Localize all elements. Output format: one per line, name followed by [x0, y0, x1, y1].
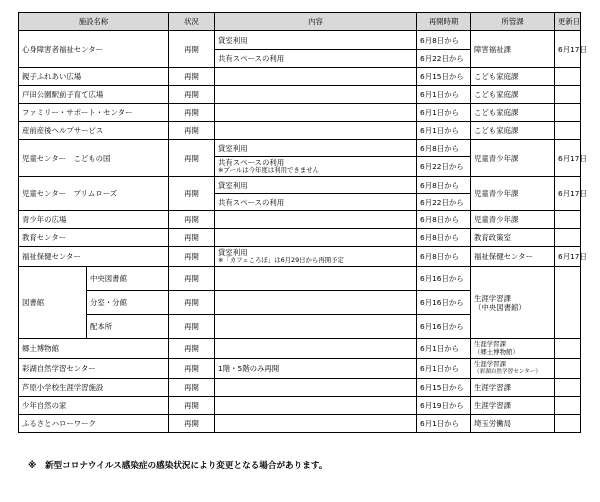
- reopen-cell: 6月1日から: [417, 122, 471, 140]
- reopen-cell: 6月16日から: [417, 315, 471, 339]
- reopen-cell: 6月22日から: [417, 157, 471, 177]
- table-row: [19, 177, 581, 194]
- facility-name: 教育センター: [19, 229, 169, 247]
- header-content: 内容: [215, 13, 417, 31]
- table-row: [19, 140, 581, 157]
- content-cell: 共有スペースの利用: [215, 50, 417, 68]
- content-cell: [215, 104, 417, 122]
- dept-cell: こども家庭課: [471, 122, 555, 140]
- facility-name: 彩湖自然学習センター: [19, 359, 169, 379]
- reopen-cell: 6月8日から: [417, 229, 471, 247]
- content-cell: [215, 379, 417, 397]
- status-cell: 再開: [169, 68, 215, 86]
- dept-sub-text: （中央図書館）: [474, 302, 526, 312]
- updated-cell: [555, 211, 581, 229]
- status-cell: 再開: [169, 291, 215, 315]
- dept-text: 生涯学習課: [474, 359, 506, 368]
- table-row: [19, 359, 581, 379]
- updated-cell: [555, 86, 581, 104]
- content-cell: [215, 122, 417, 140]
- dept-cell: こども家庭課: [471, 68, 555, 86]
- status-cell: 再開: [169, 339, 215, 359]
- reopen-cell: 6月1日から: [417, 415, 471, 433]
- updated-cell: 6月17日: [555, 31, 581, 68]
- dept-cell: 児童青少年課: [471, 140, 555, 177]
- status-cell: 再開: [169, 229, 215, 247]
- status-cell: 再開: [169, 86, 215, 104]
- content-cell: 1階・5階のみ再開: [215, 359, 417, 379]
- table-row: [19, 397, 581, 415]
- dept-cell: [471, 359, 555, 379]
- updated-cell: [555, 339, 581, 359]
- dept-cell: こども家庭課: [471, 104, 555, 122]
- facility-name: 心身障害者福祉センター: [19, 31, 169, 68]
- table-row: [19, 415, 581, 433]
- status-cell: 再開: [169, 104, 215, 122]
- reopen-cell: 6月8日から: [417, 31, 471, 50]
- facility-name: 親子ふれあい広場: [19, 68, 169, 86]
- table-row: [19, 86, 581, 104]
- reopen-cell: 6月8日から: [417, 177, 471, 194]
- content-cell: [215, 267, 417, 291]
- facility-sub-name: 配本所: [87, 315, 169, 339]
- content-note: ※プールは今年度は利用できません: [218, 166, 319, 175]
- table-row: [19, 247, 581, 267]
- dept-text: 生涯学習課: [474, 293, 511, 303]
- dept-cell: 児童青少年課: [471, 177, 555, 211]
- facility-status-table: [18, 12, 587, 433]
- reopen-cell: 6月1日から: [417, 104, 471, 122]
- reopen-cell: 6月8日から: [417, 140, 471, 157]
- status-cell: 再開: [169, 31, 215, 68]
- content-cell: [215, 397, 417, 415]
- content-text: 貸室利用: [218, 248, 248, 258]
- reopen-cell: 6月22日から: [417, 50, 471, 68]
- facility-name: 郷土博物館: [19, 339, 169, 359]
- reopen-cell: 6月16日から: [417, 267, 471, 291]
- content-cell: [215, 339, 417, 359]
- reopen-cell: 6月1日から: [417, 339, 471, 359]
- status-cell: 再開: [169, 140, 215, 177]
- content-text: 共有スペースの利用: [218, 158, 285, 168]
- content-cell: 貸室利用: [215, 177, 417, 194]
- updated-cell: [555, 104, 581, 122]
- facility-sub-name: 分室・分館: [87, 291, 169, 315]
- facility-name: ファミリー・サポート・センター: [19, 104, 169, 122]
- facility-name: 少年自然の家: [19, 397, 169, 415]
- header-reopen: 再開時期: [417, 13, 471, 31]
- dept-cell: 埼玉労働局: [471, 415, 555, 433]
- table-row: [19, 31, 581, 50]
- table-row: [19, 68, 581, 86]
- content-cell: 貸室利用: [215, 31, 417, 50]
- status-cell: 再開: [169, 415, 215, 433]
- reopen-cell: 6月8日から: [417, 211, 471, 229]
- table-row: [19, 229, 581, 247]
- dept-cell: こども家庭課: [471, 86, 555, 104]
- dept-cell: [471, 339, 555, 359]
- facility-name: 戸田公園駅前子育て広場: [19, 86, 169, 104]
- reopen-cell: 6月8日から: [417, 247, 471, 267]
- dept-cell: [471, 267, 555, 339]
- facility-name: 芦原小学校生涯学習施設: [19, 379, 169, 397]
- reopen-cell: 6月1日から: [417, 86, 471, 104]
- content-cell: [215, 157, 417, 177]
- reopen-cell: 6月1日から: [417, 359, 471, 379]
- updated-cell: [555, 379, 581, 397]
- table-row: [19, 267, 581, 291]
- dept-cell: 生涯学習課: [471, 397, 555, 415]
- reopen-cell: 6月15日から: [417, 68, 471, 86]
- dept-cell: 児童青少年課: [471, 211, 555, 229]
- dept-text: 生涯学習課: [474, 340, 506, 348]
- facility-name: 児童センター こどもの国: [19, 140, 169, 177]
- header-status: 状況: [169, 13, 215, 31]
- content-cell: [215, 211, 417, 229]
- updated-cell: 6月17日: [555, 140, 581, 177]
- header-facility: 施設名称: [19, 13, 169, 31]
- updated-cell: 6月17日: [555, 177, 581, 211]
- updated-cell: [555, 68, 581, 86]
- header-dept: 所管課: [471, 13, 555, 31]
- dept-cell: 障害福祉課: [471, 31, 555, 68]
- footer-note: ※ 新型コロナウイルス感染症の感染状況により変更となる場合があります。: [28, 461, 328, 471]
- status-cell: 再開: [169, 397, 215, 415]
- status-cell: 再開: [169, 315, 215, 339]
- content-cell: 貸室利用: [215, 140, 417, 157]
- content-cell: 共有スペースの利用: [215, 194, 417, 211]
- updated-cell: [555, 229, 581, 247]
- header-updated: 更新日: [555, 13, 581, 31]
- table-row: [19, 379, 581, 397]
- content-cell: [215, 315, 417, 339]
- dept-cell: 教育政策室: [471, 229, 555, 247]
- facility-status-table-wrapper: [18, 12, 587, 433]
- facility-sub-name: 中央図書館: [87, 267, 169, 291]
- table-row: [19, 339, 581, 359]
- table-row: [19, 211, 581, 229]
- header-row: [19, 13, 581, 31]
- dept-cell: 生涯学習課: [471, 379, 555, 397]
- dept-sub-text: （彩湖自然学習センター）: [474, 369, 541, 375]
- table-row: [19, 104, 581, 122]
- reopen-cell: 6月22日から: [417, 194, 471, 211]
- facility-name: 青少年の広場: [19, 211, 169, 229]
- content-cell: [215, 68, 417, 86]
- dept-cell: 福祉保健センター: [471, 247, 555, 267]
- content-cell: [215, 229, 417, 247]
- updated-cell: 6月17日: [555, 247, 581, 267]
- status-cell: 再開: [169, 359, 215, 379]
- facility-name: 図書館: [19, 267, 87, 339]
- updated-cell: [555, 267, 581, 339]
- dept-sub-text: （郷土博物館）: [474, 347, 519, 356]
- reopen-cell: 6月15日から: [417, 379, 471, 397]
- status-cell: 再開: [169, 247, 215, 267]
- facility-name: 児童センター プリムローズ: [19, 177, 169, 211]
- updated-cell: [555, 359, 581, 379]
- content-cell: [215, 86, 417, 104]
- content-cell: [215, 291, 417, 315]
- reopen-cell: 6月19日から: [417, 397, 471, 415]
- facility-name: 福祉保健センター: [19, 247, 169, 267]
- status-cell: 再開: [169, 379, 215, 397]
- status-cell: 再開: [169, 267, 215, 291]
- facility-name: 産前産後ヘルプサービス: [19, 122, 169, 140]
- updated-cell: [555, 397, 581, 415]
- reopen-cell: 6月16日から: [417, 291, 471, 315]
- status-cell: 再開: [169, 122, 215, 140]
- status-cell: 再開: [169, 177, 215, 211]
- facility-name: ふるさとハローワーク: [19, 415, 169, 433]
- table-row: [19, 122, 581, 140]
- content-note: ※「カフェころぼ」は6月29日から再開予定: [218, 256, 344, 265]
- content-cell: [215, 415, 417, 433]
- updated-cell: [555, 122, 581, 140]
- updated-cell: [555, 415, 581, 433]
- status-cell: 再開: [169, 211, 215, 229]
- content-cell: [215, 247, 417, 267]
